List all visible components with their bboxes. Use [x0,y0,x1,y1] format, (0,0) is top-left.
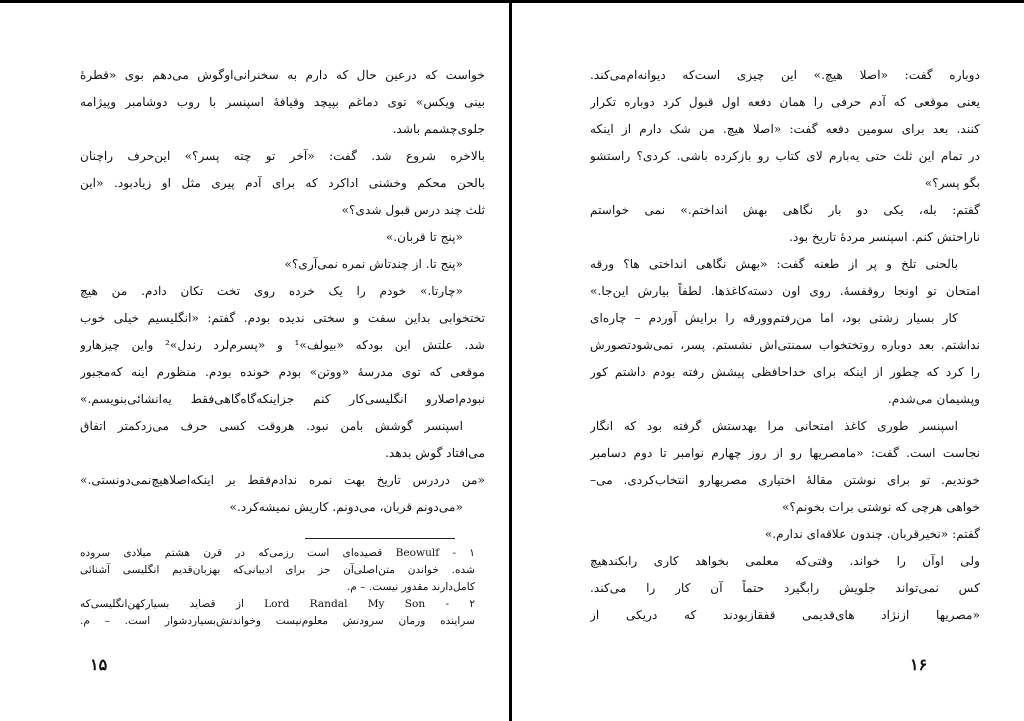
text-line: کنند. بعد برای سومین دفعه گفت: «اصلا هیچ. من شک دارم از اینکه [590,122,980,136]
left-page-body [80,62,485,521]
text-line: موقعی که توی مدرسهٔ «ووتن» بودم خونده بودم. منظورم اینه که‌مجبور [80,365,485,379]
text-line: گفتم: بله، یکی دو بار نگاهی بهش انداختم.» نمی خواستم [590,203,980,217]
text-line: ثلث چند درس قبول شدی؟» [341,203,485,217]
text-line: گفتم: «نخیرقربان. چندون علاقه‌ای ندارم.» [764,527,980,541]
text-line: یعنی موقعی که آدم حرفی را همان دفعه اول قبول کرد دوباره تکرار [590,95,980,109]
footnote-line: شده. خواندن متن‌اصلی‌آن جز برای ادیبانی‌که بهزبان‌قدیم انگلیسی آشنائی [80,564,475,576]
page-number-left: ۱۵ [90,655,108,674]
footnote-line: سراینده ورمان سرودنش معلوم‌نیست وخواندنش‌بسیاردشوار است. – م. [80,615,475,627]
footnotes [80,545,475,630]
text-line: کار بسیار زشتی بود، اما من‌رفتم‌وورقه را برایش آوردم – چاره‌ای [590,311,958,325]
text-line: «پنج تا قربان.» [385,230,463,244]
text-line: بالحنی تلخ و پر از طعنه گفت: «بهش نگاهی انداختی ها؟ ورقه [590,257,958,271]
page-number-right: ۱۶ [910,655,928,674]
text-line: «من دردرس تاریخ بهت نمره ندادم‌فقط بر اینکه‌اصلاهیچ‌نمی‌دونستی.» [80,473,485,487]
text-line: خواست که درعین حال که دارم به سخنرانی‌اوگوش می‌دهم بوی «قطرهٔ [80,68,485,82]
text-line: نبودم‌اصلارو انگلیسی‌کار کنم جزاینکه‌گاه‌گاهی‌فقط یه‌انشائی‌بنویسم.» [80,392,485,406]
text-line: ولی اوآن را خواند. وقتی‌که معلمی بخواهد کاری رابکندهیچ [590,554,980,568]
text-line: «پنج تا. از چندتاش نمره نمی‌آری؟» [284,257,463,271]
text-line: «مصریها ازنژاد های‌قدیمی قفقازبودند که دریکی از [590,608,980,622]
text-line: جلوی‌چشمم باشد. [392,122,485,136]
text-line: بالاخره شروع شد. گفت: «آخر تو چته پسر؟» این‌حرف راچنان [80,149,485,163]
footnote-line: ۱ - Beowulf قصیده‌ای است رزمی‌که در قرن هشتم میلادی سروده [80,547,475,559]
text-line: خوندیم. تو برای نوشتن مقالهٔ اختیاری مصریهارو انتخاب‌کردی. می‌– [590,473,980,487]
book-spine [509,0,512,721]
text-line: در تمام این ثلث حتی یه‌بارم لای کتاب رو بازکرده باشی. کردی؟ راستشو [590,149,980,163]
text-line: شد. علتش این بودکه «بیولف»¹ و «پسرم‌لرد رندل»² واین چیزهارو [80,338,485,352]
text-line: خواهی هرچی که نوشتی برات بخونم؟» [781,500,980,514]
text-line: امتحان تو اونجا روقفسهٔ. روی اون دسته‌کاغذها. لطفاً بیارش این‌جا.» [590,284,980,298]
text-line: را کرد که چطور از اینکه برای خداحافظی پیشش رفته بودم داشتم کور [590,365,980,379]
text-line: اسپنسر طوری کاغذ امتحانی مرا بهدستش گرفته بود که انگار [590,419,958,433]
footnote-rule [305,538,455,539]
text-line: بینی ویکس» توی دماغم بپیچد وقیافهٔ اسپنسر با روب دوشامبر وپیژامه [80,95,485,109]
text-line: ناراحتش کنم. اسپنسر مردهٔ تاریخ بود. [789,230,980,244]
text-line: اسپنسر گوشش بامن نبود. هروقت کسی حرف می‌زدکمتر اتفاق [80,419,463,433]
right-page-body [590,62,980,629]
text-line: بالحن محکم وخشنی اداکرد که برای آدم پیری مثل او زیادبود. «این [80,176,485,190]
text-line: بگو پسر؟» [924,176,980,190]
text-line: نداشتم. بعد دوباره روتختخواب سمنتی‌اش نشستم. پسر، نمی‌شودتصورش [590,338,980,352]
text-line: «می‌دونم قربان، می‌دونم. کاریش نمیشه‌کرد.» [229,500,463,514]
text-line: کس نمی‌تواند جلویش رابگیرد حتماً آن کار را می‌کند. [590,581,980,595]
text-line: «چارتا.» خودم را یک خرده روی تخت تکان دادم. من هیچ [80,284,463,298]
top-border [0,0,1024,3]
text-line: دوباره گفت: «اصلا هیچ.» این چیزی است‌که دیوانه‌ام‌می‌کند. [590,68,980,82]
text-line: می‌افتاد گوش بدهد. [385,446,485,460]
text-line: وپشیمان می‌شدم. [887,392,980,406]
text-line: تختخوابی بداین سفت و سختی ندیده بودم. گفتم: «انگلیسیم خیلی خوب [80,311,485,325]
footnote-line: کامل‌دارند مقدور نیست. – م. [346,581,475,593]
footnote-line: ۲ - Lord Randal My Son از قصاید بسیارکهن‌انگلیسی‌که [80,598,475,610]
text-line: نجاست است. گفت: «مامصریها رو از روز چهارم نوامبر تا دوم دسامبر [590,446,980,460]
